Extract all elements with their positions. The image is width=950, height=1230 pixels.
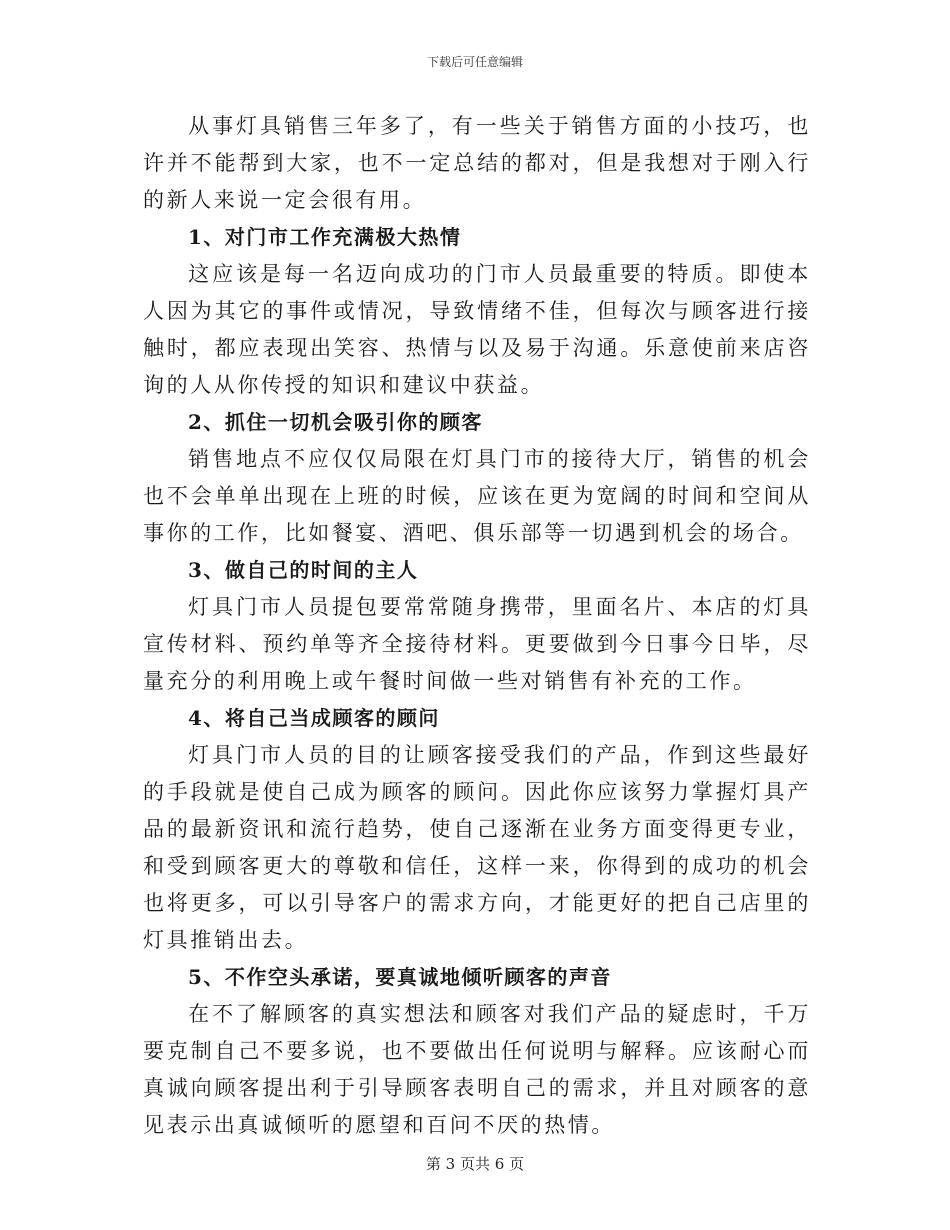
section-body-2: 销售地点不应仅仅局限在灯具门市的接待大厅，销售的机会也不会单单出现在上班的时候，应该在更为宽阔的时间和空间从事你的工作，比如餐宴、酒吧、俱乐部等一切遇到机会的场合。 — [143, 447, 811, 545]
section-heading-1: 1、对门市工作充满极大热情 — [188, 225, 462, 249]
section-heading-4: 4、将自己当成顾客的顾问 — [188, 706, 440, 730]
page-number: 第 3 页共 6 页 — [425, 1155, 525, 1173]
page-header: 下载后可任意编辑 — [426, 55, 523, 69]
section-heading-2: 2、抓住一切机会吸引你的顾客 — [188, 410, 483, 434]
section-body-4: 灯具门市人员的目的让顾客接受我们的产品，作到这些最好的手段就是使自己成为顾客的顾问。因此你应该努力掌握灯具产品的最新资讯和流行趋势，使自己逐渐在业务方面变得更专业，和受到顾客更大的尊敬和信任，这样一来，你得到的成功的机会也将更多，可以引导客户的需求方向，才能更好的把自己店里的灯具推销出去。 — [143, 743, 811, 952]
intro-paragraph: 从事灯具销售三年多了，有一些关于销售方面的小技巧，也许并不能帮到大家，也不一定总结的都对，但是我想对于刚入行的新人来说一定会很有用。 — [143, 114, 811, 212]
section-body-3: 灯具门市人员提包要常常随身携带，里面名片、本店的灯具宣传材料、预约单等齐全接待材料。更要做到今日事今日毕，尽量充分的利用晚上或午餐时间做一些对销售有补充的工作。 — [143, 595, 811, 693]
section-body-5: 在不了解顾客的真实想法和顾客对我们产品的疑虑时，千万要克制自己不要多说，也不要做出任何说明与解释。应该耐心而真诚向顾客提出利于引导顾客表明自己的需求，并且对顾客的意见表示出真诚倾听的愿望和百问不厌的热情。 — [143, 1002, 811, 1137]
section-body-1: 这应该是每一名迈向成功的门市人员最重要的特质。即使本人因为其它的事件或情况，导致情绪不佳，但每次与顾客进行接触时，都应表现出笑容、热情与以及易于沟通。乐意使前来店咨询的人从你传授的知识和建议中获益。 — [143, 262, 811, 397]
section-heading-3: 3、做自己的时间的主人 — [188, 558, 419, 582]
document-body — [143, 108, 811, 1144]
section-heading-5: 5、不作空头承诺，要真诚地倾听顾客的声音 — [188, 965, 612, 989]
